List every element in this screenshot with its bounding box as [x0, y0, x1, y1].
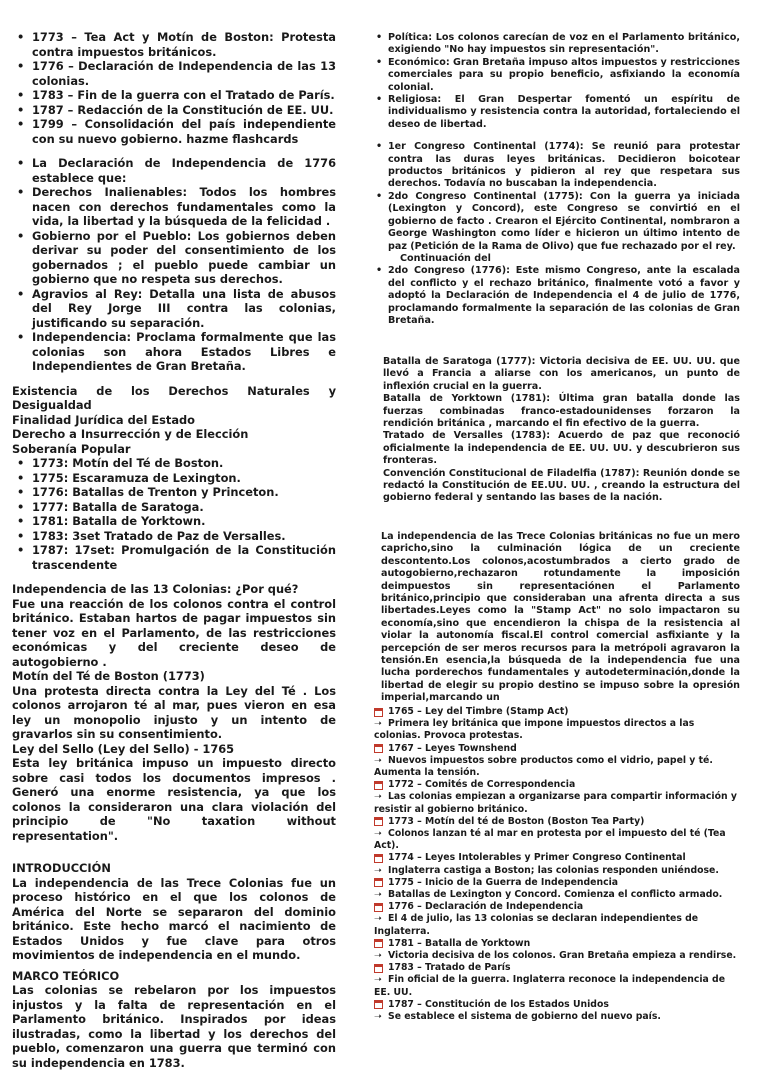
timeline-entry — [374, 852, 740, 876]
tea-text: Una protesta directa contra la Ley del Té . Los colonos arrojaron té al mar, pues vieron en esa ley un monopolio injusto y un intento de gravarlos sin su consentimiento. — [12, 683, 336, 741]
concept-line: Derecho a Insurrección y de Elección — [12, 427, 249, 441]
why-heading: Independencia de las 13 Colonias: ¿Por qué? — [12, 582, 299, 596]
calendar-icon — [374, 854, 383, 863]
stamp-text: Esta ley británica impuso un impuesto directo sobre casi todos los documentos impresos . Generó una enorme resistencia, ya que los colonos la consideraron una clara violación del principio de "No taxation without representation". — [12, 756, 336, 843]
timeline-title: 1787 – Constitución de los Estados Unidos — [388, 998, 609, 1010]
timeline-title: 1773 – Motín del té de Boston (Boston Tea Party) — [388, 815, 645, 827]
causes-list — [374, 32, 740, 131]
congress-list — [374, 141, 740, 253]
list-item: • Política: Los colonos carecían de voz en el Parlamento británico, exigiendo "No hay impuestos sin representación". — [374, 32, 740, 57]
timeline-text: Se establece el sistema de gobierno del nuevo país. — [388, 1011, 661, 1023]
arrow-icon: ➝ — [374, 889, 382, 901]
timeline-text: Primera ley británica que impone impuestos directos a las colonias. Provoca protestas. — [374, 718, 695, 742]
calendar-icon — [374, 744, 383, 753]
list-item: • Religiosa: El Gran Despertar fomentó un espíritu de individualismo y resistencia contra la autoridad, fortaleciendo el deseo de libertad. — [374, 94, 740, 131]
timeline-title: 1781 – Batalla de Yorktown — [388, 937, 531, 949]
list-item: • 2do Congreso (1776): Este mismo Congreso, ante la escalada del conflicto y el rechazo británico, finalmente votó a favor y adoptó la Declaración de Independencia el 4 de julio de 1776, proclamando formalmente la separación de las colonias de Gran Bretaña. — [374, 265, 740, 327]
stamp-heading: Ley del Sello (Ley del Sello) - 1765 — [12, 741, 235, 756]
timeline-text: Fin oficial de la guerra. Inglaterra reconoce la independencia de EE. UU. — [374, 974, 726, 998]
arrow-icon: ➝ — [374, 754, 382, 766]
list-item: • 1776 – Declaración de Independencia de las 13 colonias. — [12, 59, 336, 88]
list-item: • Agravios al Rey: Detalla una lista de abusos del Rey Jorge III contra las colonias, justificando su separación. — [12, 287, 336, 331]
list-item: • 1783: 3set Tratado de Paz de Versalles. — [12, 529, 336, 544]
timeline-title: 1767 – Leyes Townshend — [388, 742, 517, 754]
timeline-text: Inglaterra castiga a Boston; las colonias responden uniéndose. — [388, 864, 719, 876]
timeline-entry — [374, 743, 740, 780]
declaration-list — [12, 156, 336, 374]
timeline-title: 1774 – Leyes Intolerables y Primer Congreso Continental — [388, 852, 686, 864]
timeline-text: Las colonias empiezan a organizarse para compartir información y resistir al gobierno británico. — [374, 791, 737, 815]
tea-heading: Motín del Té de Boston (1773) — [12, 669, 205, 683]
arrow-icon: ➝ — [374, 950, 382, 962]
arrow-icon: ➝ — [374, 791, 382, 803]
timeline-entry — [374, 962, 740, 999]
arrow-icon: ➝ — [374, 864, 382, 876]
timeline-text: El 4 de julio, las 13 colonias se declaran independientes de Inglaterra. — [374, 913, 699, 937]
list-item: • 1776: Batallas de Trenton y Princeton. — [12, 485, 336, 500]
arrow-icon: ➝ — [374, 913, 382, 925]
arrow-icon: ➝ — [374, 828, 382, 840]
list-item: • Gobierno por el Pueblo: Los gobiernos deben derivar su poder del consentimiento de los gobernados ; el pueblo puede cambiar un gobierno que no respeta sus derechos. — [12, 229, 336, 287]
timeline-entry — [374, 938, 740, 962]
timeline-entry — [374, 999, 740, 1023]
marco-text: Las colonias se rebelaron por los impuestos injustos y la falta de representación en el Parlamento británico. Inspirados por ideas ilustradas, como la libertad y los derechos del pueblo, comenzaron una guerra que terminó con su independencia en 1783. — [12, 983, 336, 1070]
calendar-icon — [374, 964, 383, 973]
battle-paragraph: Batalla de Saratoga (1777): Victoria decisiva de EE. UU. UU. que llevó a Francia a aliarse con los americanos, un punto de inflexión crucial en la guerra. — [383, 356, 740, 392]
timeline-title: 1783 – Tratado de París — [388, 962, 511, 974]
congress-list-continued — [374, 265, 740, 327]
list-item: • La Declaración de Independencia de 1776 establece que: — [12, 156, 336, 185]
battles-block — [383, 356, 740, 505]
calendar-icon — [374, 1000, 383, 1009]
calendar-icon — [374, 817, 383, 826]
list-item: • 1777: Batalla de Saratoga. — [12, 500, 336, 515]
timeline-title: 1765 – Ley del Timbre (Stamp Act) — [388, 706, 569, 717]
timeline-entry — [374, 816, 740, 853]
arrow-icon: ➝ — [374, 1011, 382, 1023]
list-item: • 2do Congreso Continental (1775): Con la guerra ya iniciada (Lexington y Concord), este Congreso se convirtió en el gobierno de facto . Crearon el Ejército Continental, nombraron a George Washington como líder e hicieron un último intento de paz (Petición de la Rama de Olivo) que fue rechazado por el rey. — [374, 191, 740, 253]
timeline-title: 1775 – Inicio de la Guerra de Independencia — [388, 876, 619, 888]
essay-paragraph: La independencia de las Trece Colonias británicas no fue un mero capricho,sino la culminación lógica de un creciente descontento.Los colonos,acostumbrados a cierto grado de autogobierno,rechazaron rotundamente la imposición deimpuestos sin representaciónen el Parlamento británico,principio que consideraban una afrenta directa a sus libertades.Leyes como la "Stamp Act" no solo impactaron su economía,sino que encendieron la chispa de la resistencia al violar la autonomía fiscal.El control comercial asfixiante y la percepción de ser meros recursos para la metrópoli agravaron la tensión.En esencia,la búsqueda de la independencia fue una lucha porderechos fundamentales y autodeterminación,donde la libertad de elegir su propio destino se impuso sobre la opresión imperial,marcando un — [381, 531, 740, 704]
battle-paragraph: Tratado de Versalles (1783): Acuerdo de paz que reconoció oficialmente la independencia de EE. UU. UU. y descubrieron sus fronteras. — [383, 430, 740, 467]
arrow-icon: ➝ — [374, 974, 382, 986]
timeline-text: Victoria decisiva de los colonos. Gran Bretaña empieza a rendirse. — [388, 950, 737, 962]
timeline-title: 1772 – Comités de Correspondencia — [388, 779, 576, 791]
timeline-text: Colonos lanzan té al mar en protesta por el impuesto del té (Tea Act). — [374, 828, 726, 852]
arrow-icon: ➝ — [374, 718, 382, 730]
why-text: Fue una reacción de los colonos contra el control británico. Estaban hartos de pagar impuestos sin tener voz en el Parlamento, de las restricciones económicas y del creciente deseo de autogobierno . — [12, 596, 336, 669]
calendar-icon — [374, 903, 383, 912]
list-item: • Independencia: Proclama formalmente que las colonias son ahora Estados Libres e Independientes de Gran Bretaña. — [12, 330, 336, 374]
timeline-text: Nuevos impuestos sobre productos como el vidrio, papel y té. Aumenta la tensión. — [374, 754, 713, 779]
list-item: • 1er Congreso Continental (1774): Se reunió para protestar contra las duras leyes británicas. Decidieron boicotear productos británicos y pidieron al rey que respetara sus derechos. Todavía no buscaban la independencia. — [374, 141, 740, 191]
timeline-entry — [374, 779, 740, 816]
marco-heading: MARCO TEÓRICO — [12, 968, 120, 983]
list-item: • Derechos Inalienables: Todos los hombres nacen con derechos fundamentales como la vida, la libertad y la búsqueda de la felicidad . — [12, 185, 336, 229]
timeline-entry — [374, 877, 740, 901]
left-column — [12, 30, 336, 1070]
battle-dates-list — [12, 456, 336, 572]
intro-text: La independencia de las Trece Colonias fue un proceso histórico en el que los colonos de América del Norte se separaron del dominio británico. Este hecho marcó el nacimiento de Estados Unidos y fue clave para otros movimientos de independencia en el mundo. — [12, 875, 336, 962]
calendar-icon — [374, 878, 383, 887]
list-item: • 1775: Escaramuza de Lexington. — [12, 471, 336, 486]
list-item: • 1781: Batalla de Yorktown. — [12, 514, 336, 529]
timeline-entry — [374, 706, 740, 743]
right-top-column — [374, 32, 740, 327]
calendar-icon — [374, 939, 383, 948]
continuation-note: Continuación del — [400, 252, 491, 264]
list-item: • 1799 – Consolidación del país independiente con su nuevo gobierno. hazme flashcards — [12, 117, 336, 146]
timeline — [374, 706, 740, 1023]
battle-paragraph: Convención Constitucional de Filadelfia (1787): Reunión donde se redactó la Constitución de EE.UU. UU. , creando la estructura del gobierno federal y sentando las bases de la nación. — [383, 467, 740, 504]
concept-line: Existencia de los Derechos Naturales y Desigualdad — [12, 383, 336, 412]
battle-paragraph: Batalla de Yorktown (1781): Última gran batalla donde las fuerzas combinadas franco-estadounidenses forzaron la rendición británica , marcando el fin efectivo de la guerra. — [383, 393, 740, 430]
list-item: • Económico: Gran Bretaña impuso altos impuestos y restricciones comerciales para su propio beneficio, asfixiando la economía colonial. — [374, 57, 740, 94]
calendar-icon — [374, 781, 383, 790]
list-item: • 1773: Motín del Té de Boston. — [12, 456, 336, 471]
concept-line: Soberanía Popular — [12, 441, 131, 456]
list-item: • 1783 – Fin de la guerra con el Tratado de París. — [12, 88, 336, 103]
key-dates-list — [12, 30, 336, 146]
concept-line: Finalidad Jurídica del Estado — [12, 412, 196, 427]
timeline-entry — [374, 901, 740, 938]
list-item: • 1787 – Redacción de la Constitución de EE. UU. — [12, 103, 336, 118]
intro-heading: INTRODUCCIÓN — [12, 861, 111, 875]
concepts-block — [12, 384, 336, 457]
timeline-text: Batallas de Lexington y Concord. Comienza el conflicto armado. — [388, 889, 723, 901]
calendar-icon — [374, 708, 383, 717]
list-item: • 1773 – Tea Act y Motín de Boston: Protesta contra impuestos británicos. — [12, 30, 336, 59]
list-item: • 1787: 17set: Promulgación de la Constitución trascendente — [12, 543, 336, 572]
timeline-title: 1776 – Declaración de Independencia — [388, 901, 584, 913]
